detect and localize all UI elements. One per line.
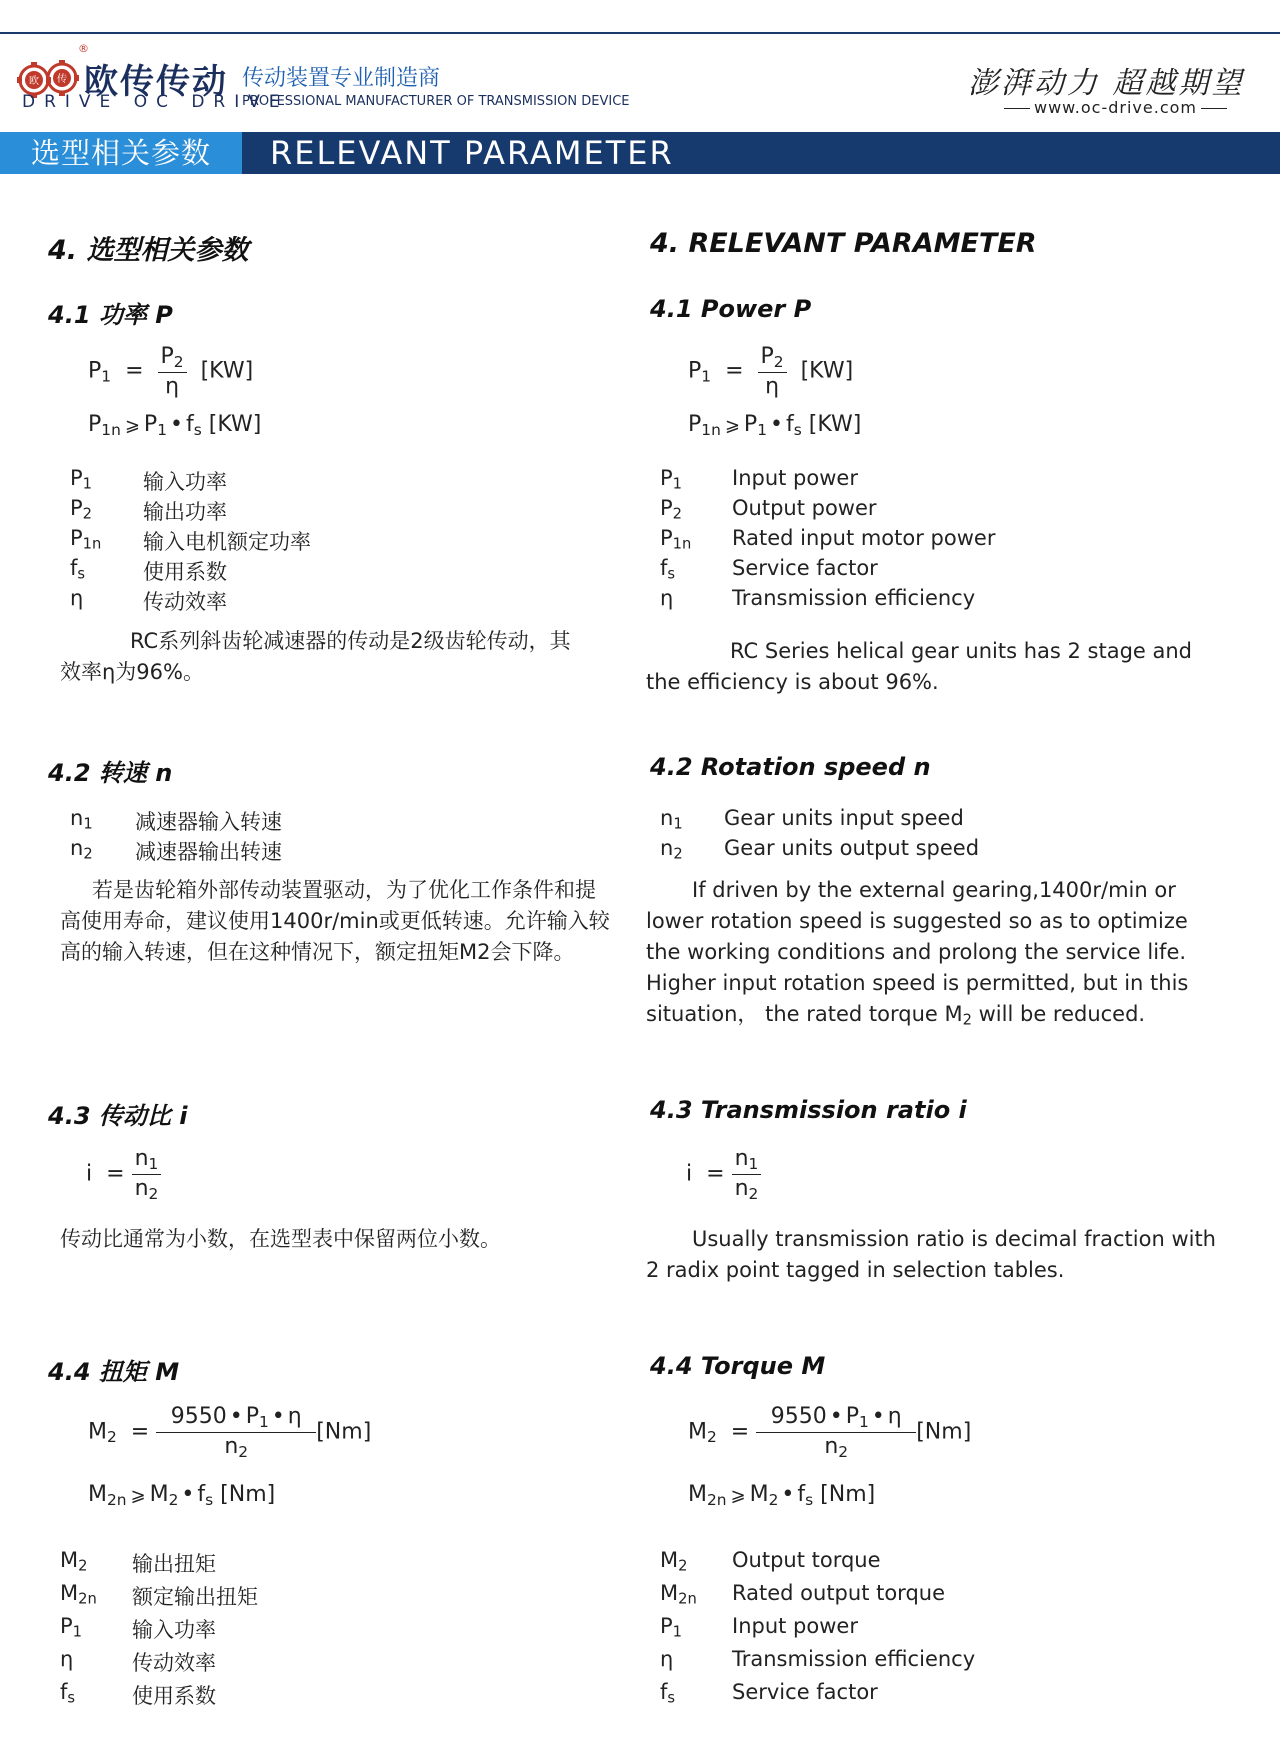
cn-sym-eta-torque: η	[60, 1647, 74, 1671]
website-url	[1000, 98, 1231, 117]
cn-sym-m2n: $M_{2n}$	[60, 1581, 97, 1608]
tagline-en: PROFESSIONAL MANUFACTURER OF TRANSMISSION DEVICE	[242, 94, 630, 109]
en-sym-n2: $n_2$	[660, 836, 683, 863]
en-sym-eta-torque: η	[660, 1647, 674, 1671]
en-formula-m2n: $M_{2n}$ ⩾ $M_2$ • $f_s$ [Nm]	[688, 1482, 876, 1509]
cn-formula-p1n: $P_{1n}$ ⩾ $P_1$ • $f_s$ [KW]	[88, 412, 262, 439]
cn-def-p1: 输入功率	[143, 470, 227, 494]
en-def-fs-torque: Service factor	[732, 1680, 878, 1704]
en-sym-eta: η	[660, 586, 674, 610]
brand-name-en: DRIVE OC DRIVE	[22, 92, 289, 112]
en-heading-4-1: 4.1 Power P	[650, 295, 812, 323]
slogan: 澎湃动力 超越期望	[968, 66, 1245, 101]
en-sym-n1: $n_1$	[660, 806, 683, 833]
cn-def-n1: 减速器输入转速	[135, 810, 282, 834]
cn-sym-p1: $P_1$	[70, 466, 93, 493]
en-formula-m2: $M_2$ = $\frac{9550 • P_1 • \eta}{n_2}$ [Nm]	[688, 1404, 972, 1461]
banner-title-cn: 选型相关参数	[0, 132, 242, 174]
cn-sym-fs-torque: $f_s$	[60, 1680, 76, 1707]
en-sym-p1-torque: $P_1$	[660, 1614, 683, 1641]
cn-def-p1n: 输入电机额定功率	[143, 530, 311, 554]
en-def-m2n: Rated output torque	[732, 1581, 946, 1605]
cn-formula-m2n: $M_{2n}$ ⩾ $M_2$ • $f_s$ [Nm]	[88, 1482, 276, 1509]
en-sym-fs-torque: $f_s$	[660, 1680, 676, 1707]
en-def-p1n: Rated input motor power	[732, 526, 996, 550]
en-sym-fs: $f_s$	[660, 556, 676, 583]
cn-para-4-1: RC系列斜齿轮减速器的传动是2级齿轮传动，其效率η为96%。	[60, 629, 571, 684]
cn-sym-p1-torque: $P_1$	[60, 1614, 83, 1641]
en-def-p2: Output power	[732, 496, 877, 520]
cn-formula-m2: $M_2$ = $\frac{9550 • P_1 • \eta}{n_2}$ [Nm]	[88, 1404, 372, 1461]
en-def-n1: Gear units input speed	[724, 806, 964, 830]
cn-def-eta-torque: 传动效率	[132, 1651, 216, 1675]
logo-badge-1: 欧	[29, 76, 39, 87]
cn-heading-4-2: 4.2 转速 n	[48, 759, 173, 787]
cn-def-fs-torque: 使用系数	[132, 1684, 216, 1708]
en-def-p1-torque: Input power	[732, 1614, 858, 1638]
en-def-eta: Transmission efficiency	[732, 586, 976, 610]
cn-sym-n2: $n_2$	[70, 836, 93, 863]
cn-sym-p2: $P_2$	[70, 496, 93, 523]
cn-def-n2: 减速器输出转速	[135, 840, 282, 864]
cn-def-m2: 输出扭矩	[132, 1552, 216, 1576]
en-section-title: 4. RELEVANT PARAMETER	[650, 228, 1037, 259]
en-heading-4-3: 4.3 Transmission ratio i	[650, 1096, 967, 1124]
en-sym-m2n: $M_{2n}$	[660, 1581, 697, 1608]
cn-heading-4-1: 4.1 功率 P	[48, 301, 173, 329]
cn-heading-4-3: 4.3 传动比 i	[48, 1102, 188, 1130]
cn-def-m2n: 额定输出扭矩	[132, 1585, 258, 1609]
en-para-4-1: RC Series helical gear units has 2 stage and the efficiency is about 96%.	[646, 639, 1192, 694]
cn-def-eta: 传动效率	[143, 590, 227, 614]
brand-name-cn: 欧传传动	[84, 62, 228, 102]
cn-def-fs: 使用系数	[143, 560, 227, 584]
website-url-text: www.oc-drive.com	[1034, 98, 1197, 117]
cn-para-4-2: 若是齿轮箱外部传动装置驱动，为了优化工作条件和提高使用寿命，建议使用1400r/min或更低转速。允许输入较高的输入转速，但在这种情况下，额定扭矩M2会下降。	[60, 878, 610, 964]
cn-formula-p1: $P_1$ = $\frac{P_2}{\eta}$ [KW]	[88, 344, 254, 399]
en-def-eta-torque: Transmission efficiency	[732, 1647, 976, 1671]
en-sym-m2: $M_2$	[660, 1548, 688, 1575]
en-heading-4-4: 4.4 Torque M	[650, 1352, 826, 1380]
en-def-m2: Output torque	[732, 1548, 881, 1572]
en-formula-p1: $P_1$ = $\frac{P_2}{\eta}$ [KW]	[688, 344, 854, 399]
en-def-fs: Service factor	[732, 556, 878, 580]
en-formula-p1n: $P_{1n}$ ⩾ $P_1$ • $f_s$ [KW]	[688, 412, 862, 439]
en-def-p1: Input power	[732, 466, 858, 490]
en-sym-p2: $P_2$	[660, 496, 683, 523]
cn-sym-fs: $f_s$	[70, 556, 86, 583]
banner-title-en: RELEVANT PARAMETER	[270, 134, 674, 172]
cn-formula-ratio: i = $\frac{n_1}{n_2}$	[86, 1146, 161, 1203]
header-top-rule	[0, 32, 1280, 34]
en-heading-4-2: 4.2 Rotation speed n	[650, 753, 931, 781]
en-sym-p1n: $P_{1n}$	[660, 526, 692, 553]
en-def-n2: Gear units output speed	[724, 836, 980, 860]
en-para-4-2: If driven by the external gearing,1400r/min or lower rotation speed is suggested so as to optimize the working conditions and prolong the service life. Higher input rotation speed is permitted, but in this situation， the rated torque $M_2$ will be reduced.	[646, 878, 1189, 1029]
cn-def-p2: 输出功率	[143, 500, 227, 524]
cn-sym-n1: $n_1$	[70, 806, 93, 833]
cn-sym-eta: η	[70, 586, 84, 610]
en-para-4-3: Usually transmission ratio is decimal fraction with 2 radix point tagged in selection tables.	[646, 1227, 1216, 1282]
cn-section-title: 4. 选型相关参数	[48, 235, 249, 266]
cn-para-4-3: 传动比通常为小数，在选型表中保留两位小数。	[60, 1227, 501, 1251]
registered-mark: ®	[78, 42, 89, 55]
cn-sym-p1n: $P_{1n}$	[70, 526, 102, 553]
logo-badge-2: 传	[57, 74, 67, 85]
en-sym-p1: $P_1$	[660, 466, 683, 493]
cn-heading-4-4: 4.4 扭矩 M	[48, 1358, 180, 1386]
cn-sym-m2: $M_2$	[60, 1548, 88, 1575]
tagline-cn: 传动装置专业制造商	[242, 66, 441, 91]
en-formula-ratio: i = $\frac{n_1}{n_2}$	[686, 1146, 761, 1203]
cn-def-p1-torque: 输入功率	[132, 1618, 216, 1642]
